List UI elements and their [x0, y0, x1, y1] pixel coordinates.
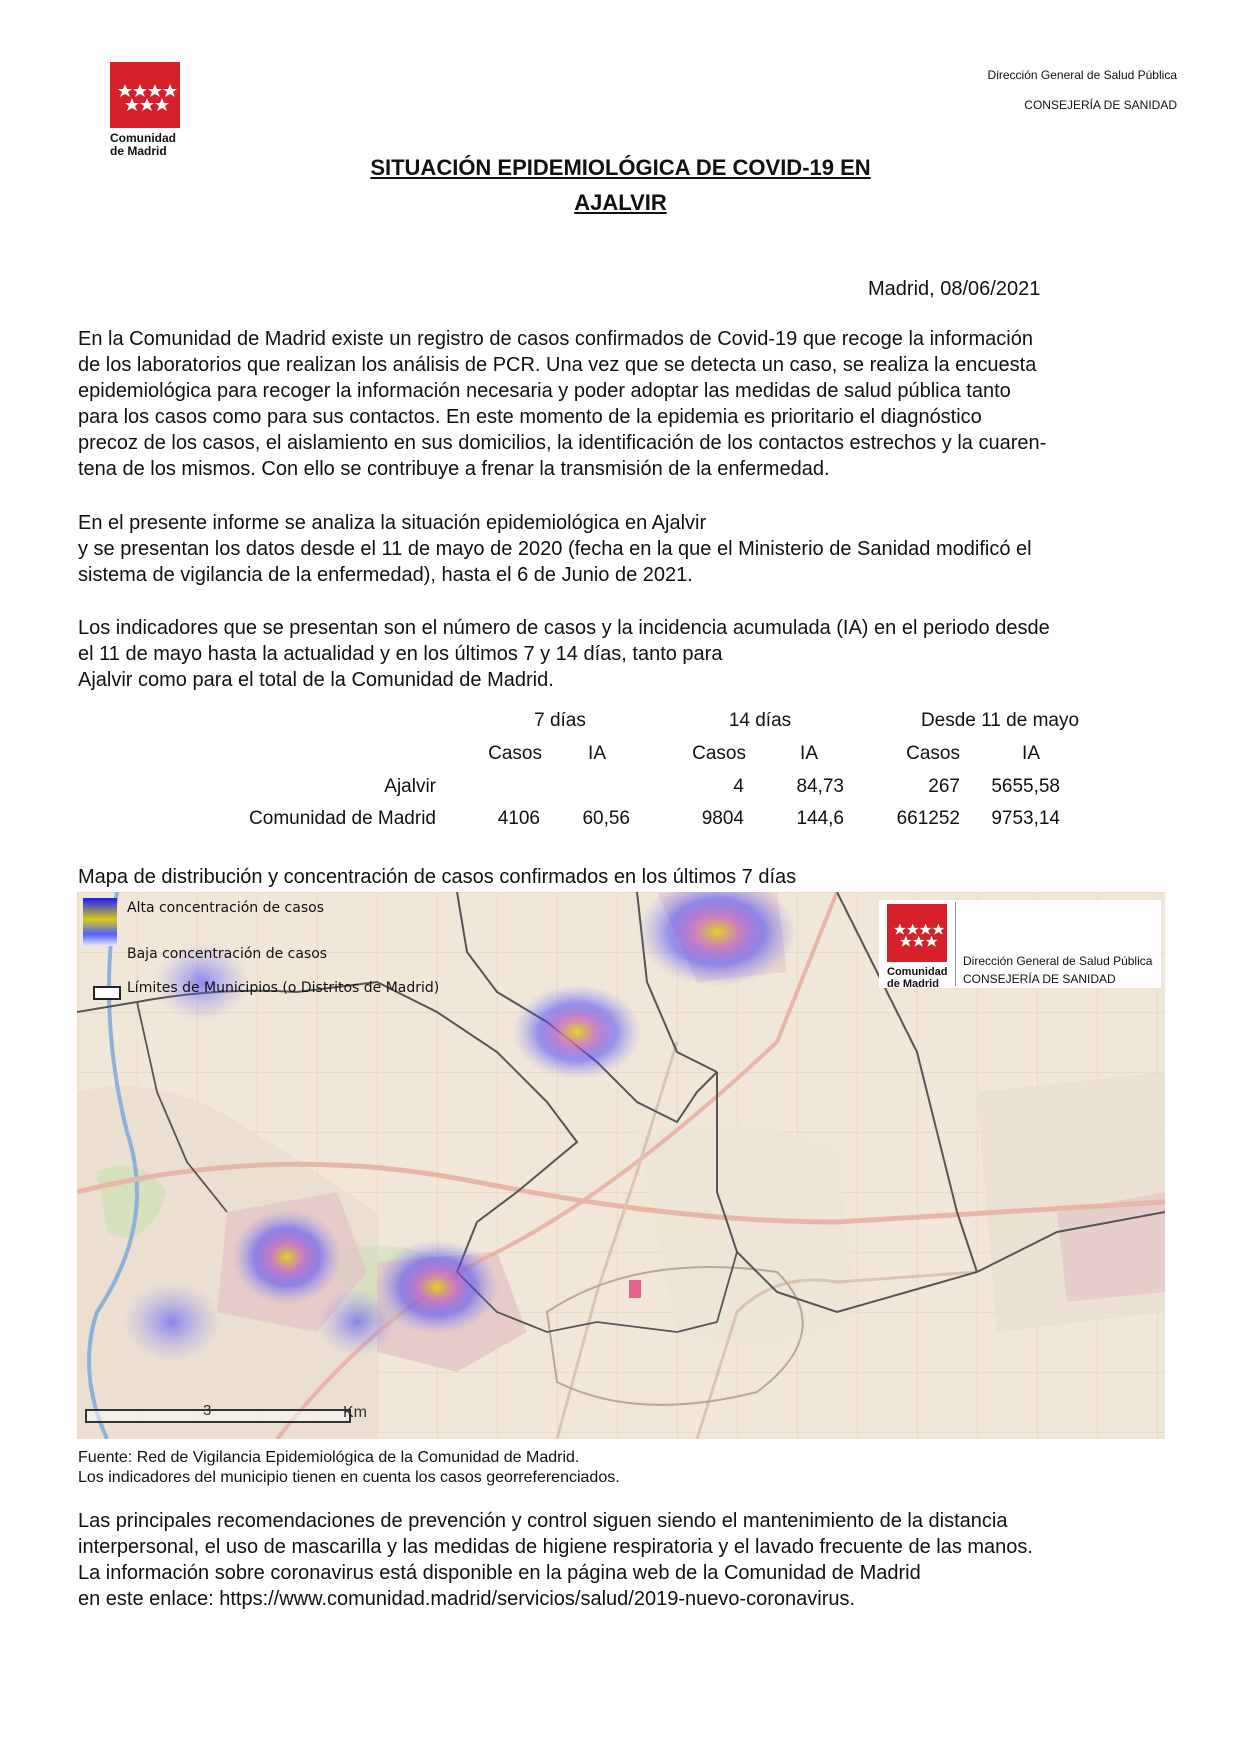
col-header-casos: Casos	[692, 743, 746, 764]
col-header-casos: Casos	[906, 743, 960, 764]
municipal-limit-swatch	[93, 986, 121, 1000]
report-date: Madrid, 08/06/2021	[868, 278, 1041, 300]
madrid-flag-icon	[887, 904, 947, 962]
cell-casos-7d: 4106	[497, 808, 540, 829]
recommendation-line: en este enlace: https://www.comunidad.madrid/servicios/salud/2019-nuevo-coronavirus.	[78, 1588, 856, 1610]
org-line-2: de Madrid	[110, 144, 167, 158]
intro-line: En la Comunidad de Madrid existe un registro de casos confirmados de Covid-19 que recoge la información	[78, 328, 1033, 350]
source-note	[78, 1448, 620, 1488]
page-title	[0, 150, 1241, 220]
title-line-1: SITUACIÓN EPIDEMIOLÓGICA DE COVID-19 EN	[370, 155, 871, 180]
case-concentration-map	[77, 892, 1165, 1439]
indicators-table	[0, 700, 1241, 840]
group-header-7d: 7 días	[534, 710, 586, 731]
scale-unit: Km	[343, 1404, 367, 1421]
recommendation-line: interpersonal, el uso de mascarilla y las medidas de higiene respiratoria y el lavado frecuente de las manos.	[78, 1536, 1033, 1558]
col-header-ia: IA	[588, 743, 606, 764]
map-logo-ministry: CONSEJERÍA DE SANIDAD	[963, 972, 1116, 986]
recommendation-line: La información sobre coronavirus está disponible en la página web de la Comunidad de Madrid	[78, 1562, 921, 1584]
cell-ia-14d: 84,73	[796, 776, 844, 797]
concentration-gradient-swatch	[83, 898, 117, 946]
intro-line: precoz de los casos, el aislamiento en sus domicilios, la identificación de los contactos estrechos y la cuaren-	[78, 432, 1047, 454]
cell-ia-14d: 144,6	[796, 808, 844, 829]
col-header-casos: Casos	[488, 743, 542, 764]
map-logo-org	[887, 966, 948, 990]
map-title: Mapa de distribución y concentración de casos confirmados en los últimos 7 días	[78, 866, 797, 888]
legend-high: Alta concentración de casos	[127, 900, 324, 916]
map-logo-org-line-2: de Madrid	[887, 978, 939, 990]
ministry-name: CONSEJERÍA DE SANIDAD	[1024, 98, 1177, 112]
cell-ia-since: 9753,14	[991, 808, 1060, 829]
source-line: Fuente: Red de Vigilancia Epidemiológica de la Comunidad de Madrid.	[78, 1449, 580, 1466]
legend-low: Baja concentración de casos	[127, 946, 328, 962]
title-line-2: AJALVIR	[574, 190, 667, 215]
report-line: y se presentan los datos desde el 11 de mayo de 2020 (fecha en la que el Ministerio de Sanidad modificó el	[78, 538, 1032, 560]
report-line: En el presente informe se analiza la situación epidemiológica en Ajalvir	[78, 512, 707, 534]
map-logo-org-line-1: Comunidad	[887, 966, 948, 978]
department-name: Dirección General de Salud Pública	[987, 68, 1177, 82]
cell-casos-14d: 4	[733, 776, 744, 797]
report-line: sistema de vigilancia de la enfermedad), hasta el 6 de Junio de 2021.	[78, 564, 693, 586]
source-line: Los indicadores del municipio tienen en cuenta los casos georreferenciados.	[78, 1469, 620, 1486]
org-line-1: Comunidad	[110, 131, 176, 145]
indicators-line: Ajalvir como para el total de la Comunidad de Madrid.	[78, 669, 554, 691]
intro-line: tena de los mismos. Con ello se contribuye a frenar la transmisión de la enfermedad.	[78, 458, 830, 480]
row-name: Comunidad de Madrid	[249, 808, 436, 829]
map-logo-divider	[955, 902, 956, 986]
cell-casos-since: 661252	[896, 808, 960, 829]
header-department	[988, 60, 1177, 120]
row-name: Ajalvir	[384, 776, 436, 797]
indicators-line: Los indicadores que se presentan son el número de casos y la incidencia acumulada (IA) en el periodo desde	[78, 617, 1050, 639]
group-header-since-may: Desde 11 de mayo	[920, 710, 1080, 731]
group-header-14d: 14 días	[728, 710, 792, 731]
map-logo-department: Dirección General de Salud Pública	[963, 954, 1153, 968]
madrid-flag-icon	[110, 62, 180, 128]
recommendations-paragraph	[78, 1508, 1188, 1612]
cell-ia-since: 5655,58	[991, 776, 1060, 797]
intro-line: epidemiológica para recoger la información necesaria y poder adoptar las medidas de salud pública tanto	[78, 380, 1011, 402]
indicators-line: el 11 de mayo hasta la actualidad y en los últimos 7 y 14 días, tanto para	[78, 643, 723, 665]
recommendation-line: Las principales recomendaciones de prevención y control siguen siendo el mantenimiento de la distancia	[78, 1510, 1008, 1532]
intro-line: para los casos como para sus contactos. En este momento de la epidemia es prioritario el diagnóstico	[78, 406, 982, 428]
map-scale-bar	[85, 1409, 351, 1423]
cell-casos-since: 267	[928, 776, 960, 797]
report-paragraph	[78, 510, 1188, 588]
col-header-ia: IA	[800, 743, 818, 764]
intro-paragraph	[78, 326, 1188, 482]
map-logo	[879, 900, 1161, 988]
comunidad-madrid-logo	[110, 62, 182, 158]
intro-line: de los laboratorios que realizan los análisis de PCR. Una vez que se detecta un caso, se realiza la encuesta	[78, 354, 1037, 376]
col-header-ia: IA	[1022, 743, 1040, 764]
cell-casos-14d: 9804	[701, 808, 744, 829]
scale-number: 3	[203, 1402, 212, 1419]
cell-ia-7d: 60,56	[582, 808, 630, 829]
legend-limits: Límites de Municipios (o Distritos de Madrid)	[127, 980, 440, 996]
indicators-paragraph	[78, 615, 1188, 693]
